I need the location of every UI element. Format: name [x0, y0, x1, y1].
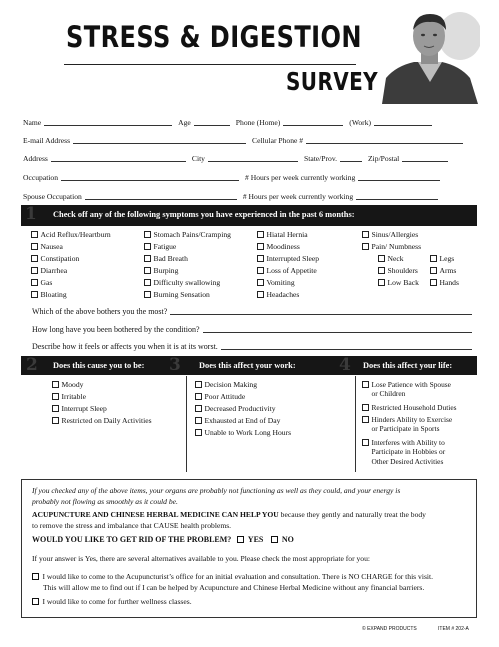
yes-checkbox[interactable] [237, 536, 244, 543]
pain-checkbox[interactable]: Low Back [378, 278, 419, 287]
state-field[interactable] [340, 154, 362, 162]
spouse-occupation-label: Spouse Occupation [23, 192, 82, 201]
symptom-checkbox[interactable]: Nausea [31, 242, 63, 251]
no-checkbox[interactable] [271, 536, 278, 543]
form-row-spouse [23, 189, 477, 201]
life-checkbox[interactable]: Hinders Ability to Exercise or Participate in Sports [362, 415, 452, 434]
symptom-checkbox[interactable]: Burning Sensation [144, 290, 210, 299]
question-duration-field[interactable] [203, 325, 472, 333]
spouse-hours-field[interactable] [356, 192, 438, 200]
get-rid-question: WOULD YOU LIKE TO GET RID OF THE PROBLEM? YES NO [32, 535, 294, 544]
symptom-checkbox[interactable]: Difficulty swallowing [144, 278, 220, 287]
work-checkbox[interactable]: Decreased Productivity [195, 404, 276, 413]
section2-number: 2 [26, 355, 38, 375]
form-row-email [23, 133, 477, 145]
city-label: City [191, 154, 205, 163]
spouse-hours-label: # Hours per week currently working [242, 192, 354, 201]
form-row-name [23, 115, 477, 127]
name-label: Name [23, 118, 42, 127]
question-duration [32, 323, 472, 334]
pain-checkbox[interactable]: Arms [430, 266, 456, 275]
pain-checkbox[interactable]: Legs [430, 254, 454, 263]
symptom-checkbox[interactable]: Acid Reflux/Heartburn [31, 230, 111, 239]
no-label: NO [281, 535, 294, 544]
phone-work-label: (Work) [349, 118, 372, 127]
symptom-checkbox[interactable]: Stomach Pains/Cramping [144, 230, 231, 239]
section1-heading: Check off any of the following symptoms you have experienced in the past 6 months: [53, 210, 355, 219]
column-divider [355, 376, 356, 472]
email-field[interactable] [73, 136, 246, 144]
option-classes: I would like to come for further wellness classes. [32, 597, 472, 608]
section4-number: 4 [339, 355, 351, 375]
symptom-checkbox[interactable]: Interrupted Sleep [257, 254, 319, 263]
question-feels [32, 340, 472, 351]
effect-checkbox[interactable]: Moody [52, 380, 83, 389]
survey-title: STRESS & DIGESTION [66, 20, 362, 54]
acupuncture-paragraph: ACUPUNCTURE AND CHINESE HERBAL MEDICINE CAN HELP YOU because they gently and naturally treat the body to remove the stress and imbalance that CAUSE health problems. [32, 510, 426, 530]
question-feels-label: Describe how it feels or affects you when it is at its worst. [32, 342, 218, 351]
consultation-checkbox[interactable] [32, 573, 39, 580]
symptom-checkbox[interactable]: Burping [144, 266, 178, 275]
pain-checkbox[interactable]: Shoulders [378, 266, 418, 275]
life-checkbox[interactable]: Interferes with Ability to Participate in Hobbies or Other Desired Activities [362, 438, 445, 466]
pain-checkbox[interactable]: Hands [430, 278, 459, 287]
symptom-checkbox[interactable]: Headaches [257, 290, 299, 299]
title-divider [64, 64, 356, 65]
phone-home-label: Phone (Home) [235, 118, 281, 127]
question-most [32, 305, 472, 316]
cell-field[interactable] [306, 136, 463, 144]
effect-checkbox[interactable]: Restricted on Daily Activities [52, 416, 152, 425]
section1-bar [21, 205, 477, 226]
question-feels-field[interactable] [221, 342, 472, 350]
symptom-checkbox[interactable]: Hiatal Hernia [257, 230, 308, 239]
address-field[interactable] [51, 154, 186, 162]
zip-field[interactable] [402, 154, 448, 162]
cell-label: Cellular Phone # [252, 136, 304, 145]
state-label: State/Prov. [303, 154, 338, 163]
alternatives-text: If your answer is Yes, there are several alternatives available to you. Please check the most appropriate for you: [32, 554, 371, 563]
symptom-checkbox[interactable]: Loss of Appetite [257, 266, 317, 275]
symptom-checkbox[interactable]: Gas [31, 278, 52, 287]
effect-checkbox[interactable]: Irritable [52, 392, 86, 401]
pain-checkbox[interactable]: Neck [378, 254, 404, 263]
email-label: E-mail Address [23, 136, 71, 145]
section3-heading: Does this affect your work: [199, 361, 296, 370]
work-checkbox[interactable]: Exhausted at End of Day [195, 416, 280, 425]
work-checkbox[interactable]: Decision Making [195, 380, 257, 389]
symptom-checkbox[interactable]: Bad Breath [144, 254, 188, 263]
symptom-checkbox[interactable]: Diarrhea [31, 266, 67, 275]
form-row-address [23, 151, 477, 163]
age-label: Age [178, 118, 191, 127]
address-label: Address [23, 154, 48, 163]
symptom-checkbox[interactable]: Bloating [31, 290, 67, 299]
symptom-checkbox[interactable]: Fatigue [144, 242, 176, 251]
copyright: © EXPAND PRODUCTS [362, 626, 417, 632]
symptom-checkbox[interactable]: Constipation [31, 254, 79, 263]
section4-heading: Does this affect your life: [363, 361, 453, 370]
age-field[interactable] [194, 118, 230, 126]
sections-bar [21, 356, 477, 375]
occupation-field[interactable] [61, 173, 239, 181]
hours-label: # Hours per week currently working [245, 173, 356, 182]
info-italic: If you checked any of the above items, your organs are probably not functioning as well as they could, and your energy is probably not flowing as smoothly as it could be. [32, 486, 401, 506]
symptom-checkbox[interactable]: Moodiness [257, 242, 300, 251]
effect-checkbox[interactable]: Interrupt Sleep [52, 404, 107, 413]
symptom-checkbox[interactable]: Sinus/Allergies [362, 230, 418, 239]
survey-subtitle: SURVEY [286, 67, 379, 96]
occupation-label: Occupation [23, 173, 59, 182]
symptom-checkbox[interactable]: Vomiting [257, 278, 295, 287]
question-duration-label: How long have you been bothered by the condition? [32, 325, 200, 334]
item-number: ITEM # 202-A [438, 626, 469, 632]
form-row-occupation [23, 170, 477, 182]
work-checkbox[interactable]: Poor Attitude [195, 392, 245, 401]
section2-heading: Does this cause you to be: [53, 361, 145, 370]
section1-number: 1 [25, 204, 37, 224]
column-divider [186, 376, 187, 472]
yes-label: YES [247, 535, 264, 544]
question-most-label: Which of the above bothers you the most? [32, 307, 168, 316]
question-most-field[interactable] [170, 307, 472, 315]
symptom-checkbox[interactable]: Pain/ Numbness [362, 242, 421, 251]
city-field[interactable] [208, 154, 298, 162]
classes-checkbox[interactable] [32, 598, 39, 605]
zip-label: Zip/Postal [368, 154, 400, 163]
hours-field[interactable] [358, 173, 440, 181]
work-checkbox[interactable]: Unable to Work Long Hours [195, 428, 291, 437]
option-consultation: I would like to come to the Acupuncturist’s office for an initial evaluation and consultation. There is NO CHARGE for this visit. This will allow me to find out if I can be helped by Acupuncture and Chinese Herbal Medicine without any financial barriers. [32, 572, 472, 593]
phone-home-field[interactable] [283, 118, 343, 126]
life-checkbox[interactable]: Restricted Household Duties [362, 403, 456, 412]
life-checkbox[interactable]: Lose Patience with Spouse or Children [362, 380, 451, 399]
phone-work-field[interactable] [374, 118, 432, 126]
section3-number: 3 [169, 355, 181, 375]
man-portrait-photo [380, 8, 480, 104]
spouse-occupation-field[interactable] [85, 192, 237, 200]
name-field[interactable] [44, 118, 172, 126]
